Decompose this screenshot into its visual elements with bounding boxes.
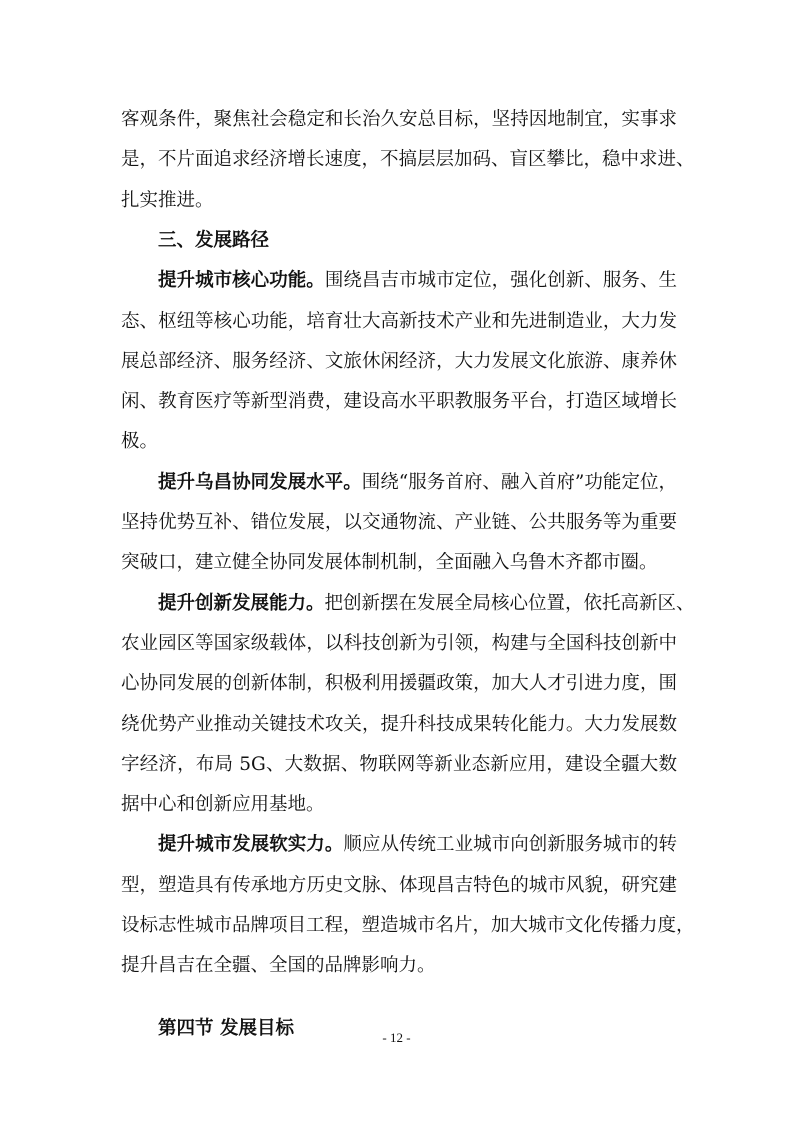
paragraph-1-heading: 提升城市核心功能。 bbox=[158, 270, 325, 292]
paragraph-3-first-line bbox=[158, 586, 695, 622]
paragraph-2-lead: 围绕“服务首府、融入首府”功能定位， bbox=[361, 471, 677, 493]
paragraph-2-heading: 提升乌昌协同发展水平。 bbox=[158, 471, 362, 493]
intro-line-3: 扎实推进。 bbox=[121, 189, 214, 211]
next-section-heading: 第四节 发展目标 bbox=[158, 1017, 294, 1039]
paragraph-1-first-line bbox=[158, 263, 677, 299]
intro-line-2: 是，不片面追求经济增长速度，不搞层层加码、盲区攀比，稳中求进、 bbox=[121, 149, 695, 171]
paragraph-4-first-line bbox=[158, 827, 677, 863]
paragraph-4-line: 设标志性城市品牌项目工程，塑造城市名片，加大城市文化传播力度， bbox=[121, 915, 695, 936]
paragraph-1-line: 闲、教育医疗等新型消费，建设高水平职教服务平台，打造区域增长 bbox=[121, 391, 677, 413]
paragraph-4-line: 型，塑造具有传承地方历史文脉、体现昌吉特色的城市风貌，研究建 bbox=[121, 874, 677, 896]
paragraph-1-line: 展总部经济、服务经济、文旅休闲经济，大力发展文化旅游、康养休 bbox=[121, 350, 677, 372]
paragraph-2-first-line bbox=[158, 465, 677, 501]
paragraph-1-line: 极。 bbox=[121, 431, 159, 453]
paragraph-4-line: 提升昌吉在全疆、全国的品牌影响力。 bbox=[121, 955, 436, 977]
paragraph-4-heading: 提升城市发展软实力。 bbox=[158, 834, 344, 856]
paragraph-2-line: 坚持优势互补、错位发展，以交通物流、产业链、公共服务等为重要 bbox=[121, 512, 677, 533]
paragraph-3-line: 字经济，布局 5G、大数据、物联网等新业态新应用，建设全疆大数 bbox=[121, 753, 677, 775]
paragraph-2-line: 突破口，建立健全协同发展体制机制，全面融入乌鲁木齐都市圈。 bbox=[121, 552, 658, 574]
paragraph-3-line: 绕优势产业推动关键技术攻关，提升科技成果转化能力。大力发展数 bbox=[121, 713, 677, 735]
paragraph-3-line: 心协同发展的创新体制，积极利用援疆政策，加大人才引进力度，围 bbox=[121, 673, 677, 695]
paragraph-3-heading: 提升创新发展能力。 bbox=[158, 592, 325, 614]
paragraph-1-lead: 围绕昌吉市城市定位，强化创新、服务、生 bbox=[324, 270, 677, 292]
intro-line-1: 客观条件，聚焦社会稳定和长治久安总目标，坚持因地制宜，实事求 bbox=[121, 109, 677, 130]
paragraph-3-line: 据中心和创新应用基地。 bbox=[121, 794, 325, 816]
paragraph-1-line: 态、枢纽等核心功能，培育壮大高新技术产业和先进制造业，大力发 bbox=[121, 310, 677, 332]
section-heading: 三、发展路径 bbox=[158, 229, 270, 251]
paragraph-4-lead: 顺应从传统工业城市向创新服务城市的转 bbox=[343, 834, 677, 856]
page-number: - 12 - bbox=[382, 1030, 411, 1045]
paragraph-3-lead: 把创新摆在发展全局核心位置，依托高新区、 bbox=[324, 592, 695, 614]
paragraph-3-line: 农业园区等国家级载体，以科技创新为引领，构建与全国科技创新中 bbox=[121, 632, 677, 654]
